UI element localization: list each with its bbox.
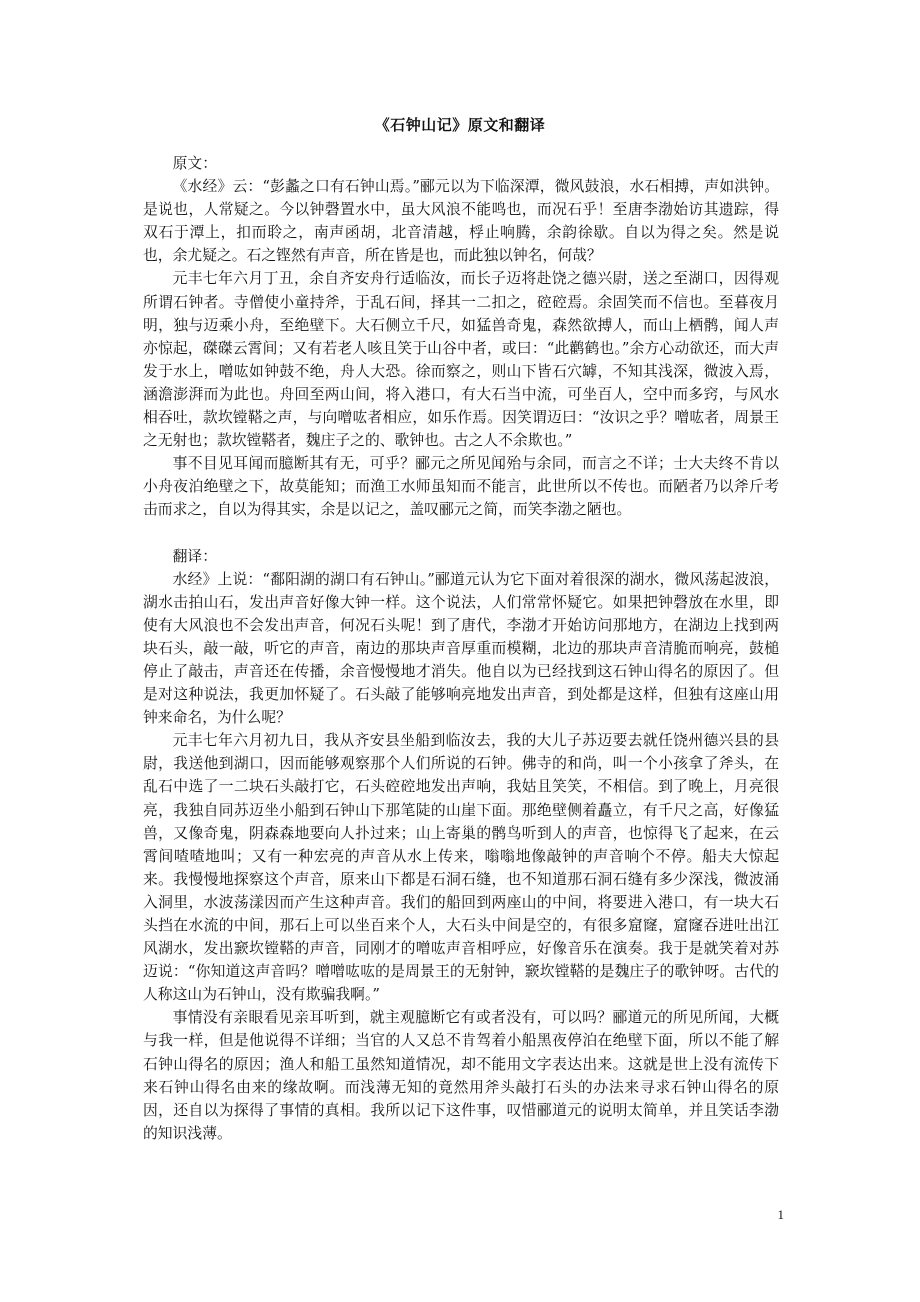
- translation-paragraph-1: 水经》上说：“鄱阳湖的湖口有石钟山。”郦道元认为它下面对着很深的湖水，微风荡起波浪，湖水击拍山石，发出声音好像大钟一样。这个说法，人们常常怀疑它。如果把钟磬放在水里，即使有大风浪也不会发出声音，何况石头呢！到了唐代，李渤才开始访问那地方，在湖边上找到两块石头，敲一敲，听它的声音，南边的那块声音厚重而模糊，北边的那块声音清脆而响亮，鼓槌停止了敲击，声音还在传播，余音慢慢地才消失。他自以为已经找到这石钟山得名的原因了。但是对这种说法，我更加怀疑了。石头敲了能够响亮地发出声音，到处都是这样，但独有这座山用钟来命名，为什么呢？: [143, 570, 779, 727]
- original-paragraph-2: 元丰七年六月丁丑，余自齐安舟行适临汝，而长子迈将赴饶之德兴尉，送之至湖口，因得观所谓石钟者。寺僧使小童持斧，于乱石间，择其一二扣之，硿硿焉。余固笑而不信也。至暮夜月明，独与迈乘小舟，至绝壁下。大石侧立千尺，如猛兽奇鬼，森然欲搏人，而山上栖鹘，闻人声亦惊起，磔磔云霄间；又有若老人咳且笑于山谷中者，或曰：“此鹳鹤也。”余方心动欲还，而大声发于水上，噌吰如钟鼓不绝，舟人大恐。徐而察之，则山下皆石穴罅，不知其浅深，微波入焉，涵澹澎湃而为此也。舟回至两山间，将入港口，有大石当中流，可坐百人，空中而多窍，与风水相吞吐，款坎镗鞳之声，与向噌吰者相应，如乐作焉。因笑谓迈曰：“汝识之乎？噌吰者，周景王之无射也；款坎镗鞳者，魏庄子之的、歌钟也。古之人不余欺也。”: [143, 270, 779, 450]
- original-paragraph-1: 《水经》云：“彭蠡之口有石钟山焉。”郦元以为下临深潭，微风鼓浪，水石相搏，声如洪钟。是说也，人常疑之。今以钟磬置水中，虽大风浪不能鸣也，而况石乎！至唐李渤始访其遗踪，得双石于潭上，扣而聆之，南声函胡，北音清越，桴止响腾，余韵徐歇。自以为得之矣。然是说也，余尤疑之。石之铿然有声音，所在皆是也，而此独以钟名，何哉？: [143, 178, 779, 265]
- original-paragraph-3: 事不目见耳闻而臆断其有无，可乎？郦元之所见闻殆与余同，而言之不详；士大夫终不肯以小舟夜泊绝壁之下，故莫能知；而渔工水师虽知而不能言，此世所以不传也。而陋者乃以斧斤考击而求之，自以为得其实，余是以记之，盖叹郦元之简，而笑李渤之陋也。: [143, 455, 779, 519]
- translation-label: 翻译：: [172, 547, 217, 565]
- translation-paragraph-2: 元丰七年六月初九日，我从齐安县坐船到临汝去，我的大儿子苏迈要去就任饶州德兴县的县尉，我送他到湖口，因而能够观察那个人们所说的石钟。佛寺的和尚，叫一个小孩拿了斧头，在乱石中选了一二块石头敲打它，石头硿硿地发出声响，我姑且笑笑，不相信。到了晚上，月亮很亮，我独自同苏迈坐小船到石钟山下那笔陡的山崖下面。那绝壁侧着矗立，有千尺之高，好像猛兽，又像奇鬼，阴森森地要向人扑过来；山上寄巢的鹘鸟听到人的声音，也惊得飞了起来，在云霄间喳喳地叫；又有一种宏亮的声音从水上传来，嗡嗡地像敲钟的声音响个不停。船夫大惊起来。我慢慢地探察这个声音，原来山下都是石洞石缝，也不知道那石洞石缝有多少深浅，微波涌入洞里，水波荡漾因而产生这种声音。我们的船回到两座山的中间，将要进入港口，有一块大石头挡在水流的中间，那石上可以坐百来个人，大石头中间是空的，有很多窟窿，窟窿吞进吐出江风湖水，发出窾坎镗鞳的声音，同刚才的噌吰声音相呼应，好像音乐在演奏。我于是就笑着对苏迈说：“你知道这声音吗？噌噌吰吰的是周景王的无射钟，窾坎镗鞳的是魏庄子的歌钟呀。古代的人称这山为石钟山，没有欺骗我啊。”: [143, 732, 779, 1004]
- document-title: 《石钟山记》原文和翻译: [374, 116, 546, 134]
- section-spacer: [143, 522, 779, 545]
- original-label: 原文：: [172, 155, 217, 172]
- page-number: 1: [777, 1207, 784, 1222]
- translation-paragraph-3: 事情没有亲眼看见亲耳听到，就主观臆断它有或者没有，可以吗？郦道元的所见所闻，大概与我一样，但是他说得不详细；当官的人又总不肯驾着小船黑夜停泊在绝壁下面，所以不能了解石钟山得名的原因；渔人和船工虽然知道情况，却不能用文字表达出来。这就是世上没有流传下来石钟山得名由来的缘故啊。而浅薄无知的竟然用斧头敲打石头的办法来寻求石钟山得名的原因，还自以为探得了事情的真相。我所以记下这件事，叹惜郦道元的说明太简单，并且笑话李渤的知识浅薄。: [143, 1009, 779, 1142]
- document-body: [143, 152, 779, 1145]
